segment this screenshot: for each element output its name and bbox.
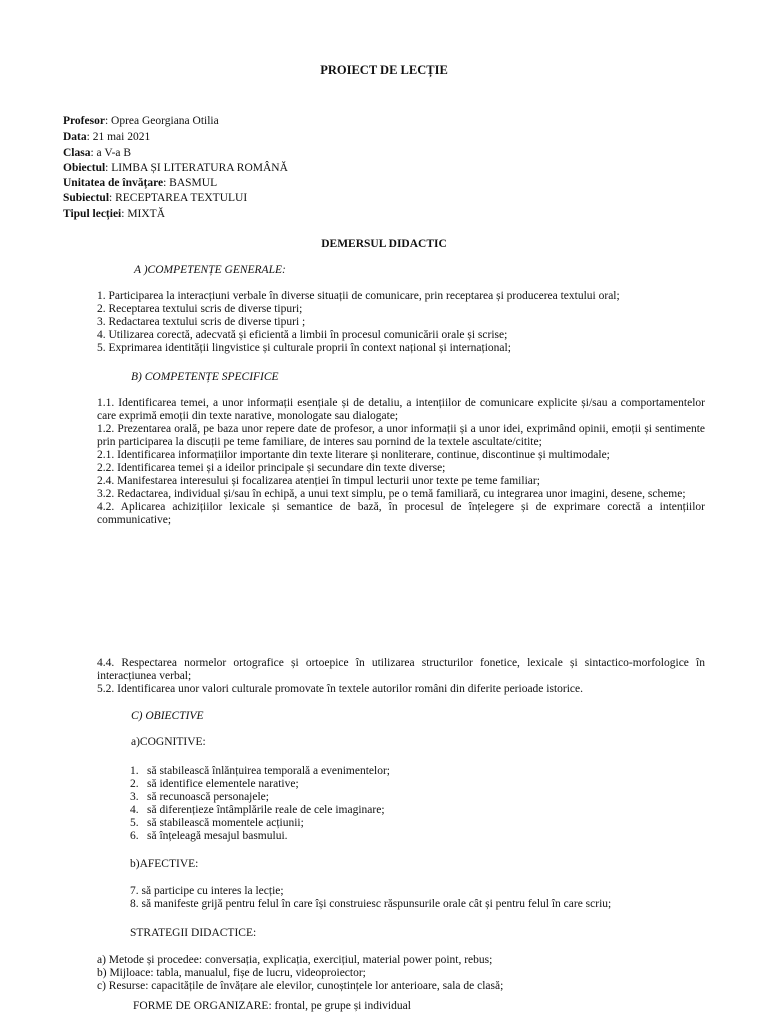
meta-obiectul: Obiectul: LIMBA ȘI LITERATURA ROMÂNĂ	[63, 162, 288, 174]
list-item: 6. să înțeleagă mesajul basmului.	[130, 830, 288, 842]
list-item: 2. să identifice elementele narative;	[130, 778, 299, 790]
afective-heading: b)AFECTIVE:	[130, 858, 199, 870]
meta-subiectul: Subiectul: RECEPTAREA TEXTULUI	[63, 192, 248, 204]
meta-data: Data: 21 mai 2021	[63, 131, 151, 143]
forme-organizare: FORME DE ORGANIZARE: frontal, pe grupe și individual	[133, 1000, 411, 1012]
competente-generale-list	[97, 290, 705, 355]
list-item: 5. să stabilească momentele acțiunii;	[130, 817, 304, 829]
obiective-heading: C) OBIECTIVE	[131, 710, 204, 722]
list-item: b) Mijloace: tabla, manualul, fișe de lucru, videoproiector;	[97, 967, 366, 979]
list-item: 1. Participarea la interacțiuni verbale în diverse situații de comunicare, prin receptarea și producerea textului oral;	[97, 290, 620, 302]
list-item: 4.2. Aplicarea achizițiilor lexicale și semantice de bază, în procesul de înțelegere și de exprimare corectă a intențiilor communicative;	[97, 501, 705, 526]
strategii-heading: STRATEGII DIDACTICE:	[130, 927, 257, 939]
list-item: 3. să recunoască personajele;	[130, 791, 269, 803]
list-item: 2.4. Manifestarea interesului și focalizarea atenției în timpul lecturii unor texte pe teme familiar;	[97, 475, 540, 487]
strategii-list	[97, 954, 503, 993]
list-item: 1.1. Identificarea temei, a unor informații esențiale și de detaliu, a intențiilor de comunicare explicite și/sau a comportamentelor care exprimă emoții din texte narative, monologate sau dialogate;	[97, 397, 705, 422]
list-item: 1. să stabilească înlănțuirea temporală a evenimentelor;	[130, 765, 390, 777]
list-item: 7. să participe cu interes la lecție;	[130, 885, 284, 897]
meta-profesor: Profesor: Oprea Georgiana Otilia	[63, 115, 219, 127]
list-item: 3. Redactarea textului scris de diverse tipuri ;	[97, 316, 306, 328]
afective-list	[130, 885, 611, 911]
list-item: 3.2. Redactarea, individual și/sau în echipă, a unui text simplu, pe o temă familiară, cu integrarea unor imagini, desene, scheme;	[97, 488, 686, 500]
competente-specifice-heading: B) COMPETENȚE SPECIFICE	[131, 371, 279, 383]
list-item: 4. Utilizarea corectă, adecvată și eficientă a limbii în procesul comunicării orale și scrise;	[97, 329, 508, 341]
list-item: c) Resurse: capacitățile de învățare ale elevilor, cunoștințele lor anterioare, sala de clasă;	[97, 980, 504, 992]
competente-specifice-list-continued	[97, 657, 705, 696]
list-item: 5.2. Identificarea unor valori culturale promovate în textele autorilor români din diferite perioade istorice.	[97, 683, 584, 695]
list-item: a) Metode și procedee: conversația, explicația, exercițiul, material power point, rebus;	[97, 954, 493, 966]
list-item: 2.2. Identificarea temei și a ideilor principale și secundare din texte diverse;	[97, 462, 446, 474]
meta-clasa: Clasa: a V-a B	[63, 147, 132, 159]
list-item: 2.1. Identificarea informațiilor importante din texte literare și nonliterare, continue, discontinue și multimodale;	[97, 449, 610, 461]
list-item: 2. Receptarea textului scris de diverse tipuri;	[97, 303, 303, 315]
meta-tipul-lectiei: Tipul lecției: MIXTĂ	[63, 208, 166, 220]
list-item: 5. Exprimarea identității lingvistice și culturale proprii în context național și internațional;	[97, 342, 511, 354]
list-item: 1.2. Prezentarea orală, pe baza unor repere date de profesor, a unor informații și a unor idei, exprimând opinii, emoții și sentimente prin participarea la discuții pe teme familiare, de interes sau pornind de la textele ascultate/citite;	[97, 423, 705, 448]
meta-unitatea: Unitatea de învățare: BASMUL	[63, 177, 218, 189]
document-title: PROIECT DE LECȚIE	[320, 63, 448, 77]
cognitive-list	[130, 765, 390, 843]
cognitive-heading: a)COGNITIVE:	[131, 736, 206, 748]
list-item: 8. să manifeste grijă pentru felul în care își construiesc răspunsurile orale cât și pentru felul în care scriu;	[130, 898, 612, 910]
demers-heading: DEMERSUL DIDACTIC	[321, 238, 447, 250]
list-item: 4.4. Respectarea normelor ortografice și ortoepice în utilizarea structurilor fonetice, lexicale și sintactico-morfologice în interacțiunea verbal;	[97, 657, 705, 682]
competente-generale-heading: A )COMPETENȚE GENERALE:	[134, 264, 286, 276]
competente-specifice-list	[97, 397, 705, 527]
list-item: 4. să diferențieze întâmplările reale de cele imaginare;	[130, 804, 385, 816]
